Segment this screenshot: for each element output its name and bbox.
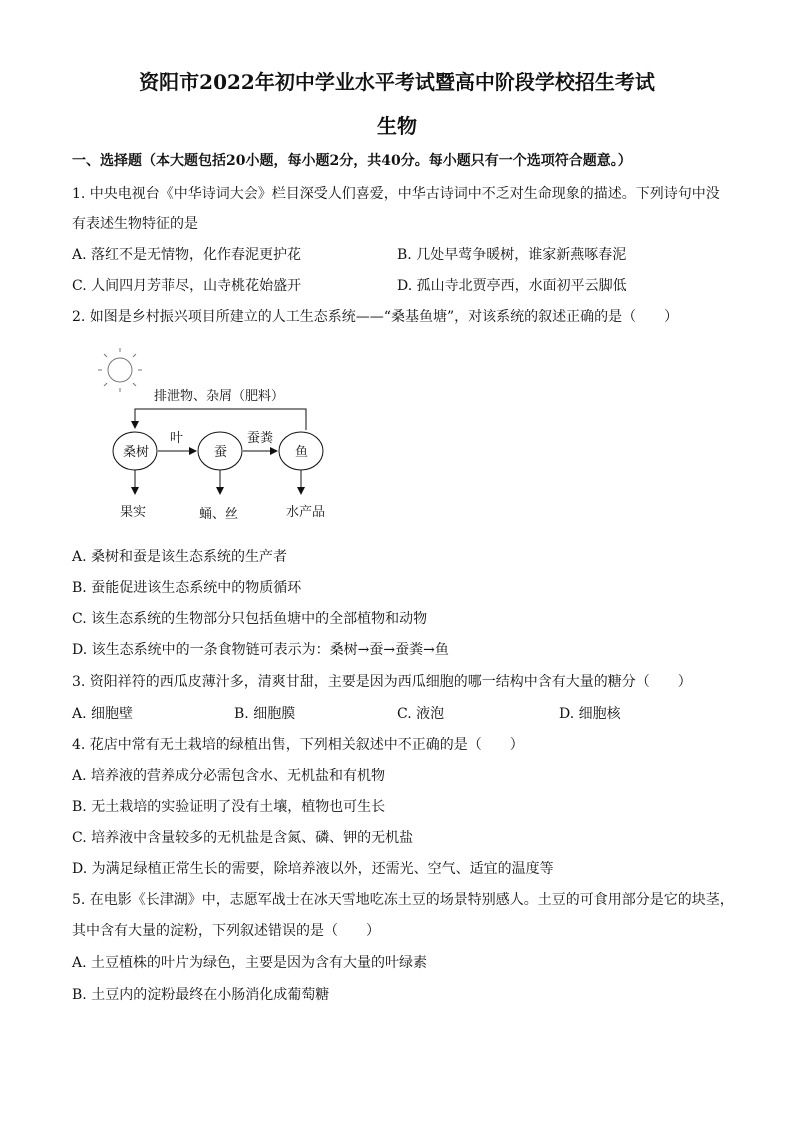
arrow-dung-label: 蚕粪: [247, 431, 274, 446]
sun-icon: [98, 348, 142, 392]
q1-option-c: C. 人间四月芳菲尽，山寺桃花始盛开: [72, 278, 302, 294]
arrow-leaf-label: 叶: [170, 431, 184, 446]
q5-option-b: B. 土豆内的淀粉最终在小肠消化成葡萄糖: [72, 987, 330, 1003]
q2-stem: 2. 如图是乡村振兴项目所建立的人工生态系统——“桑基鱼塘”，对该系统的叙述正确的是（ ）: [72, 309, 679, 325]
q1-stem-line2: 有表述生物特征的是: [72, 216, 198, 232]
q3-option-b: B. 细胞膜: [234, 706, 296, 722]
q4-option-d: D. 为满足绿植正常生长的需要，除培养液以外，还需光、空气、适宜的温度等: [72, 861, 554, 877]
q2-option-b: B. 蚕能促进该生态系统中的物质循环: [72, 580, 302, 596]
node-mulberry-label: 桑树: [123, 445, 150, 460]
output-fruit: 果实: [120, 505, 147, 520]
q5-stem-line2: 其中含有大量的淀粉，下列叙述错误的是（ ）: [72, 923, 380, 939]
q2-option-d: D. 该生态系统中的一条食物链可表示为：桑树→蚕→蚕粪→鱼: [72, 642, 449, 658]
q2-option-a: A. 桑树和蚕是该生态系统的生产者: [72, 549, 288, 565]
output-aquatic-products: 水产品: [286, 505, 326, 520]
exam-title: 资阳市2022年初中学业水平考试暨高中阶段学校招生考试: [139, 70, 655, 94]
q4-option-c: C. 培养液中含量较多的无机盐是含氮、磷、钾的无机盐: [72, 830, 414, 846]
output-pupa-silk: 蛹、丝: [199, 507, 239, 522]
q5-option-a: A. 土豆植株的叶片为绿色，主要是因为含有大量的叶绿素: [72, 955, 428, 971]
node-silkworm-label: 蚕: [214, 445, 228, 460]
q1-option-b: B. 几处早莺争暖树，谁家新燕啄春泥: [397, 247, 627, 263]
q3-option-a: A. 细胞壁: [72, 706, 134, 722]
section-heading: 一、选择题（本大题包括20小题，每小题2分，共40分。每小题只有一个选项符合题意。）: [72, 153, 632, 169]
mulberry-fishpond-diagram: [90, 346, 350, 536]
q5-stem-line1: 5. 在电影《长津湖》中，志愿军战士在冰天雪地吃冻土豆的场景特别感人。土豆的可食用部分是它的块茎，: [72, 892, 734, 908]
q1-stem-line1: 1. 中央电视台《中华诗词大会》栏目深受人们喜爱，中华古诗词中不乏对生命现象的描述。下列诗句中没: [72, 186, 720, 202]
q2-option-c: C. 该生态系统的生物部分只包括鱼塘中的全部植物和动物: [72, 611, 428, 627]
q3-option-d: D. 细胞核: [559, 706, 621, 722]
q1-option-d: D. 孤山寺北贾亭西，水面初平云脚低: [397, 278, 627, 294]
q3-option-c: C. 液泡: [397, 706, 445, 722]
feedback-loop-arrow: [135, 409, 306, 430]
node-fish-label: 鱼: [295, 445, 309, 460]
q3-stem: 3. 资阳祥符的西瓜皮薄汁多，清爽甘甜，主要是因为西瓜细胞的哪一结构中含有大量的糖分（ ）: [72, 674, 692, 690]
exam-subject: 生物: [377, 114, 417, 138]
q1-option-a: A. 落红不是无情物，化作春泥更护花: [72, 247, 302, 263]
q4-option-b: B. 无土栽培的实验证明了没有土壤，植物也可生长: [72, 799, 386, 815]
diagram-top-label: 排泄物、杂屑（肥料）: [154, 389, 285, 404]
q4-option-a: A. 培养液的营养成分必需包含水、无机盐和有机物: [72, 768, 386, 784]
q4-stem: 4. 花店中常有无土栽培的绿植出售，下列相关叙述中不正确的是（ ）: [72, 737, 524, 753]
